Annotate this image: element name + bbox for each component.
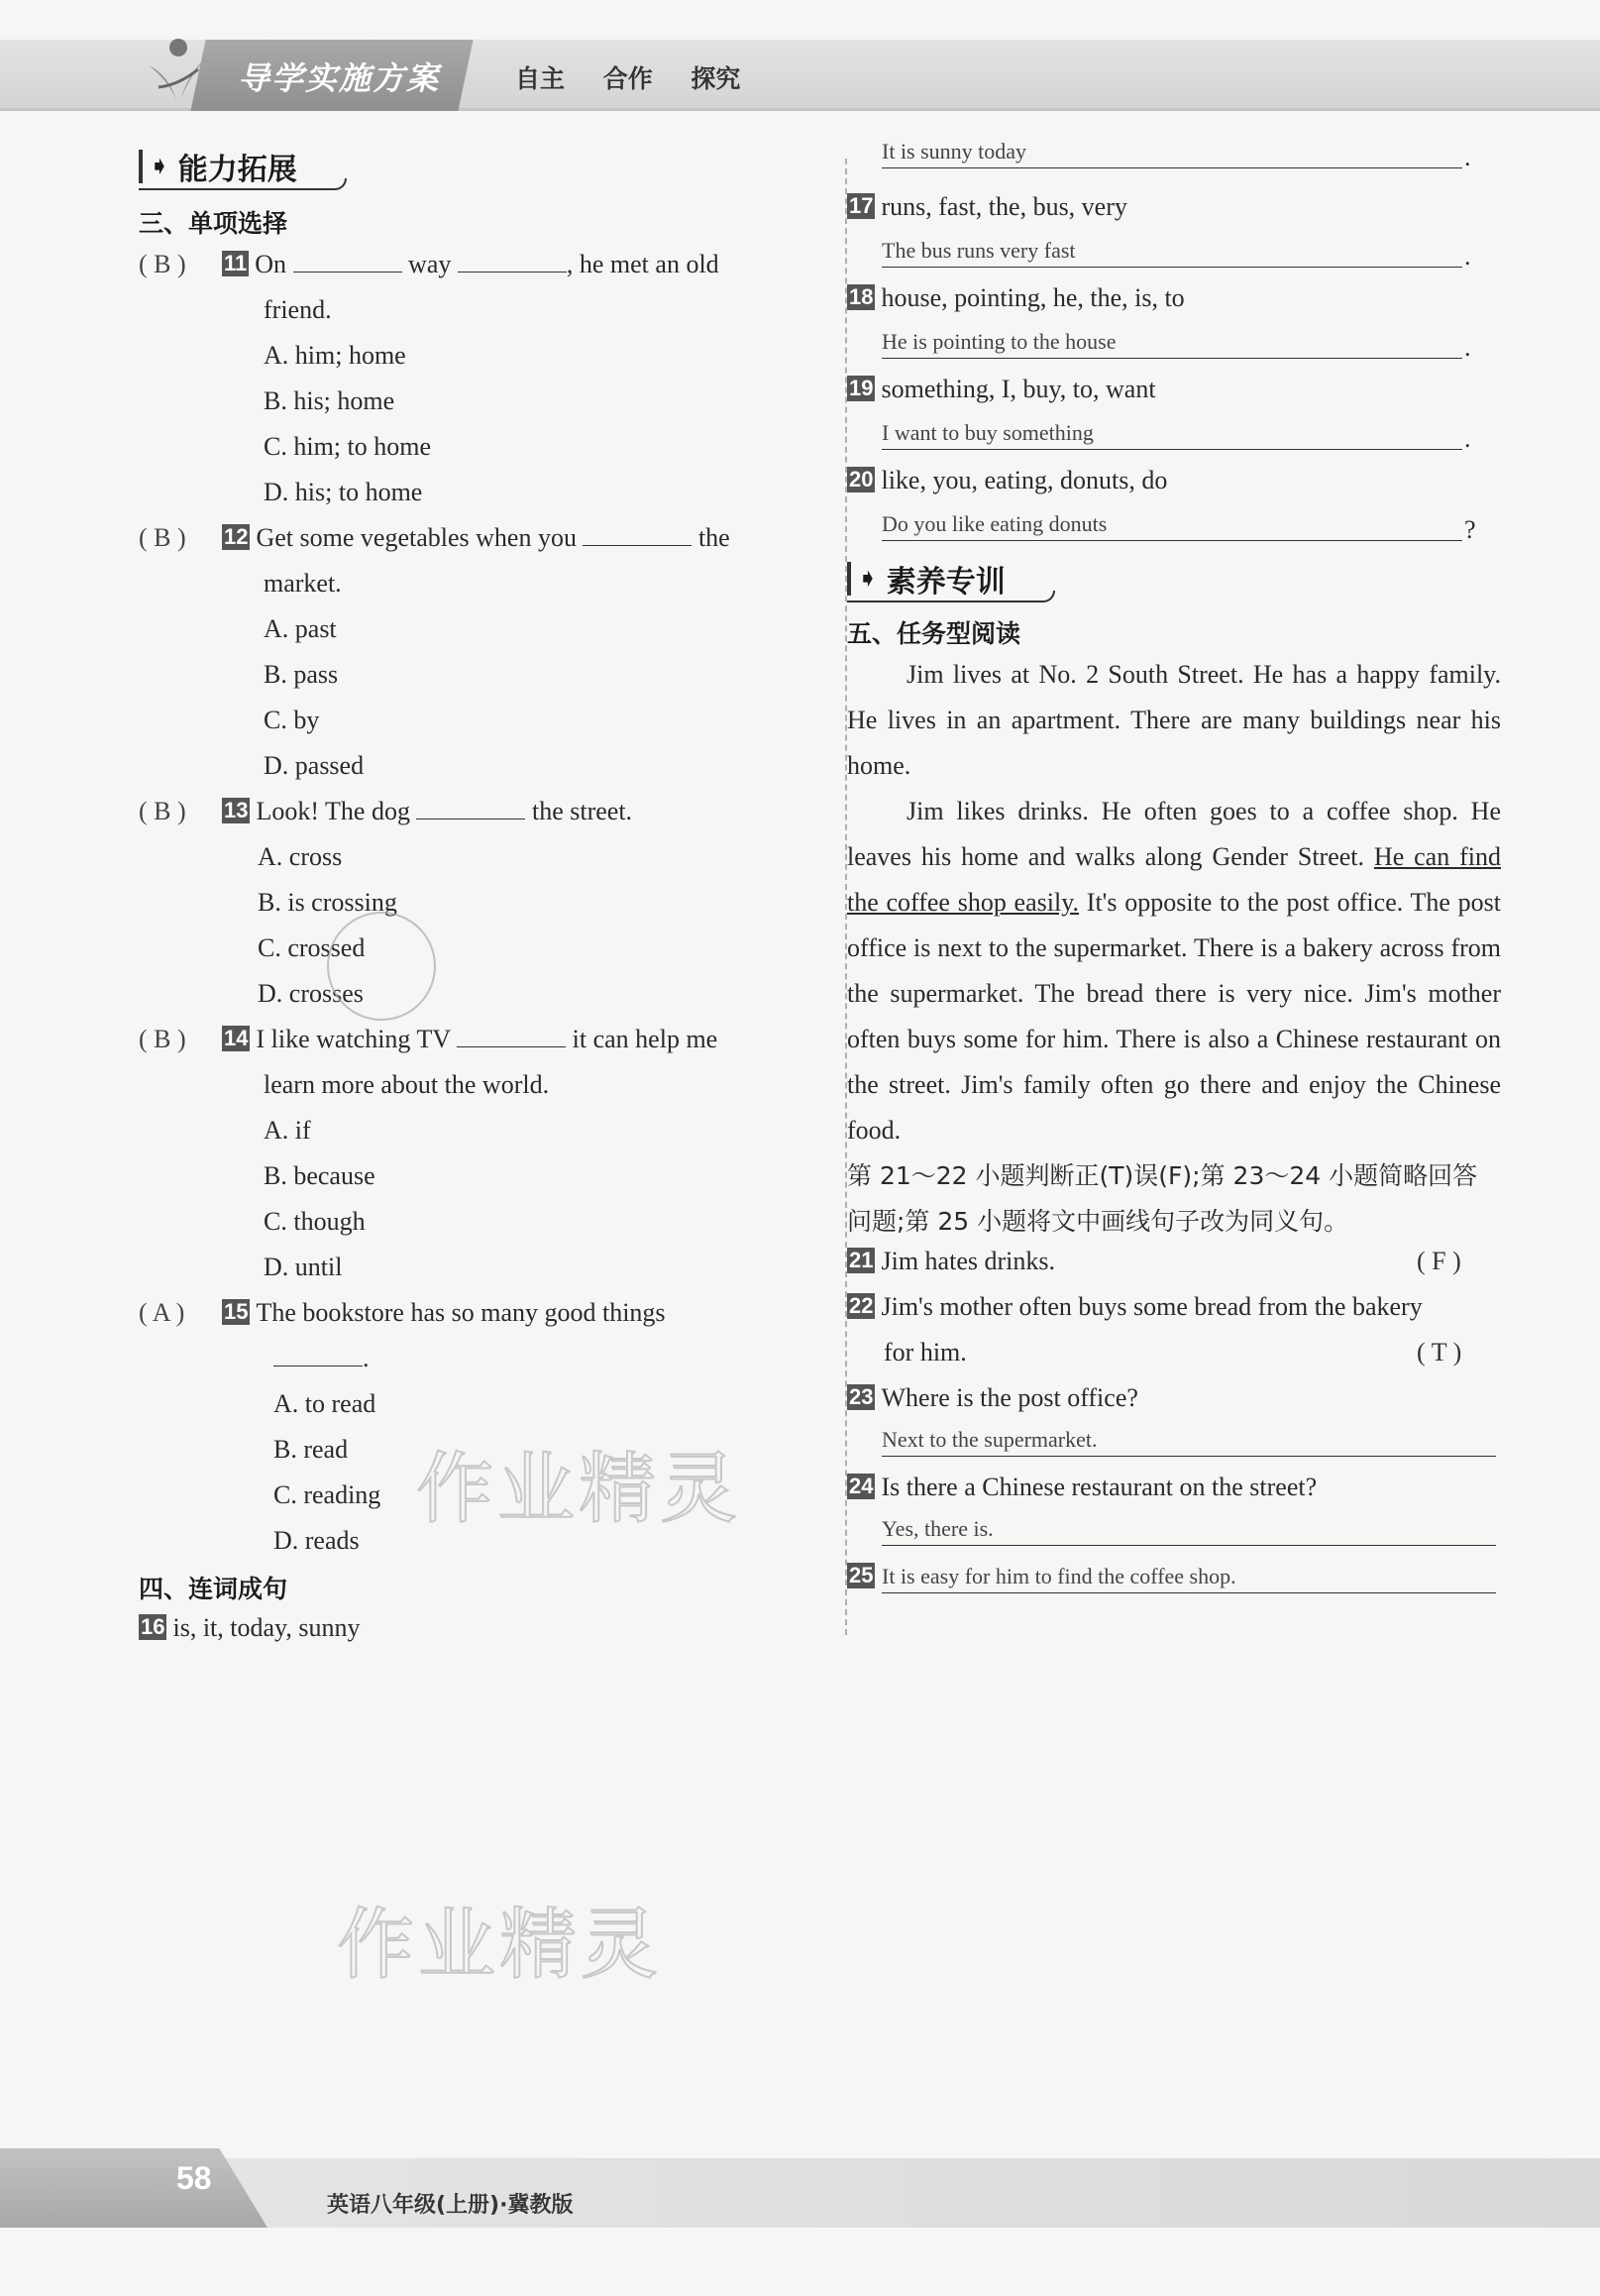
question-stem-cont: market. bbox=[264, 569, 342, 598]
answer-paren: ( B ) bbox=[139, 250, 186, 278]
option: B. pass bbox=[264, 660, 339, 689]
underlined-sentence: He can find the coffee shop easily. bbox=[847, 842, 1502, 917]
question-stem: , he met an old bbox=[566, 250, 719, 278]
question-23 bbox=[847, 1383, 1138, 1413]
word-list: like, you, eating, donuts, do bbox=[881, 466, 1168, 494]
question-12 bbox=[139, 523, 730, 553]
heading-curve bbox=[139, 178, 347, 190]
word-list: house, pointing, he, the, is, to bbox=[881, 283, 1185, 312]
heading-curve bbox=[847, 591, 1055, 602]
arrow-icon: ➧ bbox=[149, 152, 170, 181]
section-title: 能力拓展 bbox=[177, 153, 297, 187]
end-punct: . bbox=[1464, 143, 1471, 171]
question-number: 22 bbox=[849, 1293, 874, 1318]
question-text-cont: for him. bbox=[884, 1338, 967, 1367]
question-text: Jim hates drinks. bbox=[881, 1247, 1055, 1275]
question-text: Where is the post office? bbox=[881, 1383, 1138, 1412]
part-heading-5: 五、任务型阅读 bbox=[847, 619, 1021, 648]
question-stem: The bookstore has so many good things bbox=[256, 1298, 666, 1327]
answer-line-19: I want to buy something bbox=[882, 420, 1462, 450]
question-stem-cont: learn more about the world. bbox=[264, 1070, 550, 1099]
option: C. by bbox=[264, 706, 320, 734]
answer-paren: ( A ) bbox=[139, 1298, 185, 1327]
answer-paren: ( B ) bbox=[139, 797, 186, 825]
question-number: 18 bbox=[849, 284, 874, 309]
stamp-mark bbox=[327, 912, 436, 1021]
tf-answer: ( T ) bbox=[1417, 1338, 1462, 1367]
arrow-icon: ➧ bbox=[857, 564, 879, 594]
question-stem: the bbox=[697, 523, 730, 552]
question-24 bbox=[847, 1473, 1317, 1502]
blank bbox=[293, 251, 402, 273]
option: B. read bbox=[273, 1435, 349, 1464]
section-title: 素养专训 bbox=[886, 565, 1006, 600]
blank bbox=[583, 524, 692, 546]
blank bbox=[416, 798, 525, 820]
question-text: Jim's mother often buys some bread from the bakery bbox=[881, 1292, 1423, 1321]
answer-line-18: He is pointing to the house bbox=[882, 329, 1462, 359]
question-number: 24 bbox=[849, 1474, 874, 1498]
blank bbox=[457, 1026, 566, 1047]
book-title: 英语八年级(上册)·冀教版 bbox=[327, 2193, 574, 2218]
question-17 bbox=[847, 192, 1127, 222]
question-number: 21 bbox=[849, 1248, 874, 1272]
page-number: 58 bbox=[176, 2160, 212, 2196]
option: B. his; home bbox=[264, 386, 395, 415]
passage-paragraph-1: Jim lives at No. 2 South Street. He has a happy family. He lives in an apartment. There are many buildings near his home. bbox=[847, 660, 1501, 780]
question-22 bbox=[847, 1292, 1423, 1322]
answer-paren: ( B ) bbox=[139, 1025, 186, 1053]
option: C. though bbox=[264, 1207, 366, 1236]
option: D. passed bbox=[264, 751, 365, 780]
option: D. crosses bbox=[258, 979, 364, 1008]
option: B. because bbox=[264, 1161, 375, 1190]
watermark: 作业精灵 bbox=[337, 1901, 663, 1990]
blank bbox=[458, 251, 567, 273]
question-stem-cont: friend. bbox=[264, 295, 332, 324]
answer-line-16: It is sunny today bbox=[882, 139, 1462, 168]
word-list: runs, fast, the, bus, very bbox=[881, 192, 1127, 221]
option: A. him; home bbox=[264, 341, 406, 370]
option: C. crossed bbox=[258, 933, 366, 962]
question-16 bbox=[139, 1613, 360, 1643]
question-13 bbox=[139, 797, 632, 826]
end-punct: . bbox=[1464, 424, 1471, 453]
question-15-blank bbox=[273, 1344, 370, 1373]
question-number: 15 bbox=[224, 1299, 249, 1324]
answer-paren: ( B ) bbox=[139, 523, 186, 552]
part-heading-3: 三、单项选择 bbox=[139, 209, 288, 238]
option: A. past bbox=[264, 614, 337, 643]
option: A. if bbox=[264, 1116, 311, 1145]
option: B. is crossing bbox=[258, 888, 397, 917]
question-number: 17 bbox=[849, 193, 874, 218]
question-stem: the street. bbox=[531, 797, 633, 825]
question-number: 20 bbox=[849, 467, 874, 492]
passage-text: It's opposite to the post office. The post office is next to the supermarket. There is a bakery across from the supermarket. The bread there is very nice. Jim's mother often buys some for him. There is also a Chinese restaurant on the street. Jim's family often go there and enjoy the Chinese food. bbox=[847, 888, 1502, 1145]
question-25 bbox=[847, 1562, 881, 1591]
question-stem: Look! The dog bbox=[256, 797, 410, 825]
question-number: 14 bbox=[224, 1026, 249, 1050]
end-punct: . bbox=[1464, 242, 1471, 271]
question-18 bbox=[847, 283, 1185, 313]
question-number: 12 bbox=[224, 524, 249, 549]
part-heading-4: 四、连词成句 bbox=[139, 1575, 288, 1603]
question-number: 19 bbox=[849, 376, 874, 400]
option: D. until bbox=[264, 1253, 343, 1281]
header-title: 导学实施方案 bbox=[238, 59, 441, 97]
question-text: Is there a Chinese restaurant on the street? bbox=[881, 1473, 1318, 1501]
question-stem: it can help me bbox=[572, 1025, 718, 1053]
question-number: 16 bbox=[141, 1614, 165, 1639]
question-number: 25 bbox=[849, 1563, 874, 1587]
answer-line-17: The bus runs very fast bbox=[882, 238, 1462, 268]
passage-text: Jim likes drinks. He often goes to a coffee shop. He leaves his home and walks along Gender Street. bbox=[847, 797, 1501, 871]
end-punct: ? bbox=[1464, 515, 1476, 544]
question-stem: way bbox=[408, 250, 452, 278]
option: D. his; to home bbox=[264, 478, 423, 506]
instructions: 第 21～22 小题判断正(T)误(F);第 23～24 小题简略回答问题;第 25 小题将文中画线句子改为同义句。 bbox=[847, 1161, 1478, 1236]
option: A. to read bbox=[273, 1389, 376, 1418]
question-14 bbox=[139, 1025, 717, 1054]
answer-line-23: Next to the supermarket. bbox=[882, 1427, 1496, 1457]
option: D. reads bbox=[273, 1526, 360, 1555]
question-number: 13 bbox=[224, 798, 249, 822]
section-heading-literacy bbox=[847, 559, 1006, 599]
passage-paragraph-2 bbox=[847, 789, 1501, 1153]
question-stem: I like watching TV bbox=[256, 1025, 451, 1053]
tf-answer: ( F ) bbox=[1417, 1247, 1461, 1275]
question-20 bbox=[847, 466, 1167, 495]
header-tags: 自主 合作 探究 bbox=[515, 64, 741, 93]
answer-line-20: Do you like eating donuts bbox=[882, 511, 1462, 541]
option: C. him; to home bbox=[264, 432, 431, 461]
blank bbox=[273, 1345, 363, 1367]
question-number: 23 bbox=[849, 1384, 874, 1409]
option: C. reading bbox=[273, 1480, 381, 1509]
word-list: is, it, today, sunny bbox=[172, 1613, 361, 1642]
option: A. cross bbox=[258, 842, 343, 871]
end-punct: . bbox=[1464, 333, 1471, 362]
question-15 bbox=[139, 1298, 666, 1328]
watermark: 作业精灵 bbox=[416, 1445, 742, 1534]
question-19 bbox=[847, 375, 1156, 404]
answer-line-24: Yes, there is. bbox=[882, 1516, 1496, 1546]
question-11 bbox=[139, 250, 719, 279]
question-number: 11 bbox=[224, 251, 248, 275]
question-21 bbox=[847, 1247, 1055, 1276]
section-heading-ability bbox=[139, 147, 297, 186]
question-stem: On bbox=[255, 250, 287, 278]
answer-line-25: It is easy for him to find the coffee shop. bbox=[882, 1564, 1496, 1593]
question-stem: Get some vegetables when you bbox=[256, 523, 577, 552]
question-stem: . bbox=[363, 1344, 370, 1372]
word-list: something, I, buy, to, want bbox=[881, 375, 1156, 403]
